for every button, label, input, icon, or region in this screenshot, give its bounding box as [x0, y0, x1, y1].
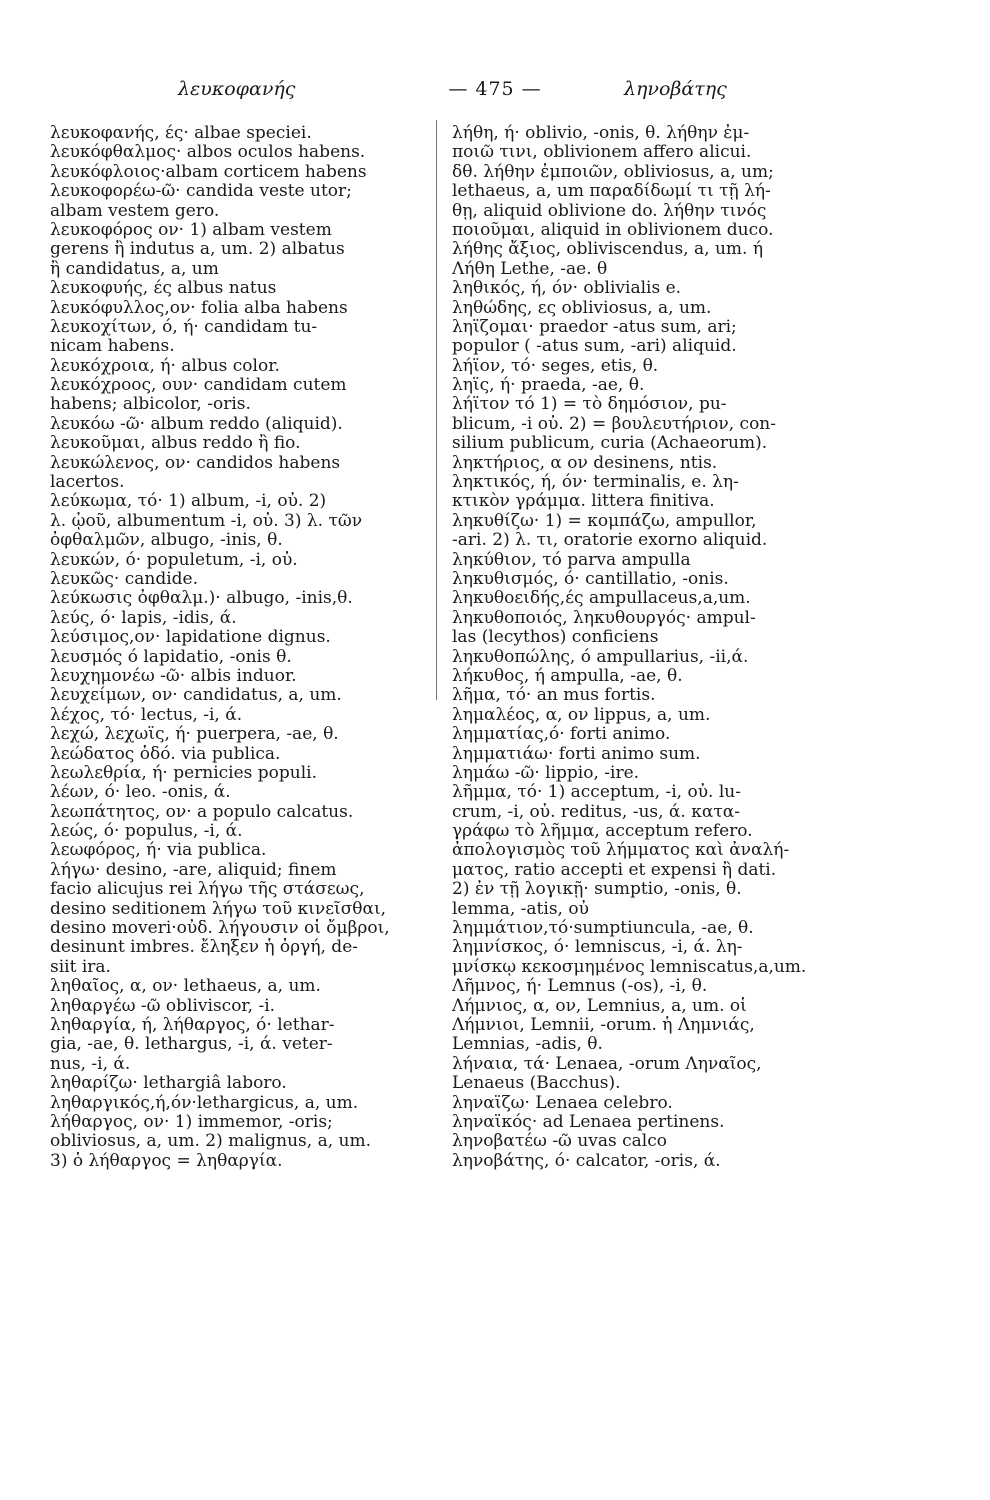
- dictionary-line: desinunt imbres. ἔληξεν ἡ ὀργή, de-: [50, 938, 358, 958]
- dictionary-line: λευκοφυής, ές albus natus: [50, 279, 277, 299]
- dictionary-line: facio alicujus rei λήγω τῆς στάσεως,: [50, 880, 365, 900]
- dictionary-line: obliviosus, a, um. 2) malignus, a, um.: [50, 1132, 371, 1152]
- dictionary-line: λευκόφθαλμος· albos oculos habens.: [50, 143, 366, 163]
- dictionary-line: λευκοφορέω-ῶ· candida veste utor;: [50, 182, 352, 202]
- dictionary-line: λημνίσκος, ό· lemniscus, -i, ά. λη-: [452, 938, 743, 958]
- dictionary-line: desino moveri·οὐδ. λήγουσιν οἱ ὄμβροι,: [50, 919, 390, 939]
- dictionary-line: λ. ᾠοῦ, albumentum -i, οὐ. 3) λ. τῶν: [50, 511, 363, 531]
- dictionary-line: λευσμός ό lapidatio, -onis θ.: [50, 647, 292, 667]
- dictionary-line: Λήθη Lethe, -ae. θ: [452, 259, 608, 279]
- dictionary-line: ληναΐζω· Lenaea celebro.: [452, 1093, 673, 1113]
- dictionary-line: 3) ὁ λήθαργος = ληθαργία.: [50, 1151, 283, 1171]
- dictionary-line: λευχημονέω -ῶ· albis induor.: [50, 666, 297, 686]
- header-left-catchword: λευκοφανής: [178, 78, 296, 100]
- header-right-catchword: ληνοβάτης: [624, 78, 727, 100]
- dictionary-line: γράφω τὸ λῆμμα, acceptum refero.: [452, 822, 753, 842]
- dictionary-line: κτικὸν γράμμα. littera finitiva.: [452, 492, 715, 512]
- dictionary-line: ληκυθίζω· 1) = κομπάζω, ampullor,: [452, 511, 757, 531]
- dictionary-line: λεωλεθρία, ή· pernicies populi.: [50, 763, 318, 783]
- dictionary-line: θῃ, aliquid oblivione do. λήθην τινός: [452, 201, 767, 221]
- dictionary-line: λῆμμα, τό· 1) acceptum, -i, οὐ. lu-: [452, 783, 741, 803]
- dictionary-line: lethaeus, a, um παραδίδωμί τι τῇ λή-: [452, 182, 771, 202]
- dictionary-line: ληθαργέω -ῶ obliviscor, -i.: [50, 996, 276, 1016]
- dictionary-line: λεύκωμα, τό· 1) album, -i, οὐ. 2): [50, 492, 327, 512]
- left-column: [50, 124, 436, 1171]
- page-header: [0, 78, 990, 108]
- dictionary-line: λεύς, ό· lapis, -idis, ά.: [50, 608, 237, 628]
- dictionary-line: ληθαργία, ή, λήθαργος, ό· lethar-: [50, 1015, 335, 1035]
- dictionary-line: populor ( -atus sum, -ari) aliquid.: [452, 337, 737, 357]
- dictionary-line: μνίσκῳ κεκοσμημένος lemniscatus,a,um.: [452, 957, 807, 977]
- dictionary-line: crum, -i, οὐ. reditus, -us, ά. κατα-: [452, 802, 740, 822]
- dictionary-line: λημματιάω· forti animo sum.: [452, 744, 701, 764]
- dictionary-line: ὀφθαλμῶν, albugo, -inis, θ.: [50, 531, 283, 551]
- dictionary-line: λευκόφλοιος·albam corticem habens: [50, 162, 367, 182]
- dictionary-line: ἢ candidatus, a, um: [50, 259, 219, 279]
- dictionary-line: ληκυθοποιός, ληκυθουργός· ampul-: [452, 608, 756, 628]
- page-number: — 475 —: [448, 78, 542, 100]
- dictionary-line: -ari. 2) λ. τι, oratorie exorno aliquid.: [452, 531, 768, 551]
- column-divider: [436, 120, 437, 700]
- dictionary-line: ληκύθιον, τό parva ampulla: [452, 550, 691, 570]
- dictionary-line: λευχείμων, ον· candidatus, a, um.: [50, 686, 342, 706]
- dictionary-line: λήθαργος, ον· 1) immemor, -oris;: [50, 1112, 333, 1132]
- dictionary-line: siit ira.: [50, 957, 111, 977]
- dictionary-line: λεωπάτητος, ον· a populo calcatus.: [50, 802, 354, 822]
- dictionary-line: gerens ἢ indutus a, um. 2) albatus: [50, 240, 345, 260]
- dictionary-line: λευκοφανής, ές· albae speciei.: [50, 124, 312, 143]
- dictionary-line: Λῆμνος, ή· Lemnus (-os), -i, θ.: [452, 977, 708, 997]
- dictionary-line: λήϊον, τό· seges, etis, θ.: [452, 356, 659, 376]
- dictionary-line: δθ. λήθην ἐμποιῶν, obliviosus, a, um;: [452, 162, 774, 182]
- dictionary-line: λευκῶς· candide.: [50, 569, 199, 589]
- dictionary-line: λευκοφόρος ον· 1) albam vestem: [50, 220, 332, 240]
- dictionary-line: λημματίας,ό· forti animo.: [452, 725, 671, 745]
- dictionary-line: ληναϊκός· ad Lenaea pertinens.: [452, 1112, 725, 1132]
- dictionary-line: ληθαῖος, α, ον· lethaeus, a, um.: [50, 977, 321, 997]
- dictionary-line: λευκόχροια, ή· albus color.: [50, 356, 280, 376]
- dictionary-line: Lenaeus (Bacchus).: [452, 1074, 621, 1094]
- dictionary-line: λευκόφυλλος,ον· folia alba habens: [50, 298, 348, 318]
- dictionary-line: habens; albicolor, -oris.: [50, 395, 251, 415]
- dictionary-line: λέων, ό· leo. -onis, ά.: [50, 783, 231, 803]
- dictionary-line: ληνοβάτης, ό· calcator, -oris, ά.: [452, 1151, 721, 1171]
- dictionary-line: ληθικός, ή, όν· oblivialis e.: [452, 279, 682, 299]
- dictionary-line: lemma, -atis, οὐ: [452, 899, 589, 919]
- dictionary-line: λήϊτον τό 1) = τὸ δημόσιον, pu-: [452, 395, 727, 415]
- dictionary-line: λευκοῦμαι, albus reddo ἢ fio.: [50, 434, 301, 454]
- dictionary-line: blicum, -i οὐ. 2) = βουλευτήριον, con-: [452, 414, 777, 434]
- dictionary-line: ληΐς, ή· praeda, -ae, θ.: [452, 376, 645, 396]
- dictionary-line: λευκόχροος, ουν· candidam cutem: [50, 376, 347, 396]
- dictionary-line: λεωφόρος, ή· via publica.: [50, 841, 267, 861]
- dictionary-line: Λήμνιος, α, ον, Lemnius, a, um. οἱ: [452, 996, 747, 1016]
- dictionary-line: λημάω -ῶ· lippio, -ire.: [452, 763, 640, 783]
- dictionary-line: nicam habens.: [50, 337, 175, 357]
- dictionary-line: λευκόω -ῶ· album reddo (aliquid).: [50, 414, 343, 434]
- dictionary-line: λήναια, τά· Lenaea, -orum Ληναῖος,: [452, 1054, 762, 1074]
- dictionary-line: λευκοχίτων, ό, ή· candidam tu-: [50, 317, 318, 337]
- dictionary-line: ἀπολογισμὸς τοῦ λήμματος καὶ ἀναλή-: [452, 841, 790, 861]
- dictionary-line: ληκτικός, ή, όν· terminalis, e. λη-: [452, 473, 739, 493]
- dictionary-line: λεώδατος ὁδό. via publica.: [50, 744, 281, 764]
- dictionary-line: λεώς, ό· populus, -i, ά.: [50, 822, 243, 842]
- dictionary-line: λήγω· desino, -are, aliquid; finem: [50, 860, 337, 880]
- dictionary-line: λήθης ἄξιος, obliviscendus, a, um. ή: [452, 240, 764, 260]
- dictionary-line: ποιῶ τινι, oblivionem affero alicui.: [452, 143, 752, 163]
- dictionary-line: ληκτήριος, α ον desinens, ntis.: [452, 453, 718, 473]
- dictionary-line: ληκυθοειδής,ές ampullaceus,a,um.: [452, 589, 751, 609]
- dictionary-line: ληκυθισμός, ό· cantillatio, -onis.: [452, 569, 729, 589]
- dictionary-line: ποιοῦμαι, aliquid in oblivionem duco.: [452, 220, 774, 240]
- dictionary-line: ληΐζομαι· praedor -atus sum, ari;: [452, 317, 737, 337]
- dictionary-line: ληθώδης, ες obliviosus, a, um.: [452, 298, 712, 318]
- dictionary-line: 2) ἐν τῇ λογικῇ· sumptio, -onis, θ.: [452, 880, 742, 900]
- dictionary-line: λήκυθος, ή ampulla, -ae, θ.: [452, 666, 683, 686]
- dictionary-line: λεχώ, λεχωΐς, ή· puerpera, -ae, θ.: [50, 725, 339, 745]
- dictionary-line: albam vestem gero.: [50, 201, 220, 221]
- dictionary-line: gia, -ae, θ. lethargus, -i, ά. veter-: [50, 1035, 333, 1055]
- dictionary-line: lacertos.: [50, 473, 125, 493]
- dictionary-line: ληκυθοπώλης, ό ampullarius, -ii,ά.: [452, 647, 749, 667]
- dictionary-line: λήθη, ή· oblivio, -onis, θ. λήθην ἐμ-: [452, 124, 750, 143]
- dictionary-line: ληνοβατέω -ῶ uvas calco: [452, 1132, 667, 1152]
- dictionary-line: desino seditionem λήγω τοῦ κινεῖσθαι,: [50, 899, 387, 919]
- dictionary-line: λημμάτιον,τό·sumptiuncula, -ae, θ.: [452, 919, 754, 939]
- dictionary-line: λεύκωσις ὀφθαλμ.)· albugo, -inis,θ.: [50, 589, 353, 609]
- dictionary-line: nus, -i, ά.: [50, 1054, 131, 1074]
- dictionary-line: λῆμα, τό· an mus fortis.: [452, 686, 656, 706]
- dictionary-line: λευκώλενος, ον· candidos habens: [50, 453, 341, 473]
- dictionary-line: λευκών, ό· populetum, -i, οὐ.: [50, 550, 298, 570]
- dictionary-line: Lemnias, -adis, θ.: [452, 1035, 603, 1055]
- dictionary-line: λεύσιμος,ον· lapidatione dignus.: [50, 628, 331, 648]
- dictionary-line: ληθαρίζω· lethargiâ laboro.: [50, 1074, 287, 1094]
- dictionary-line: Λήμνιοι, Lemnii, -orum. ἡ Λημνιάς,: [452, 1015, 755, 1035]
- dictionary-line: ματος, ratio accepti et expensi ἢ dati.: [452, 860, 777, 880]
- dictionary-line: ληθαργικός,ή,όν·lethargicus, a, um.: [50, 1093, 359, 1113]
- dictionary-line: silium publicum, curia (Achaeorum).: [452, 434, 768, 454]
- dictionary-line: las (lecythos) conficiens: [452, 628, 659, 648]
- dictionary-line: λημαλέος, α, ον lippus, a, um.: [452, 705, 711, 725]
- right-column: [452, 124, 830, 1171]
- dictionary-line: λέχος, τό· lectus, -i, ά.: [50, 705, 243, 725]
